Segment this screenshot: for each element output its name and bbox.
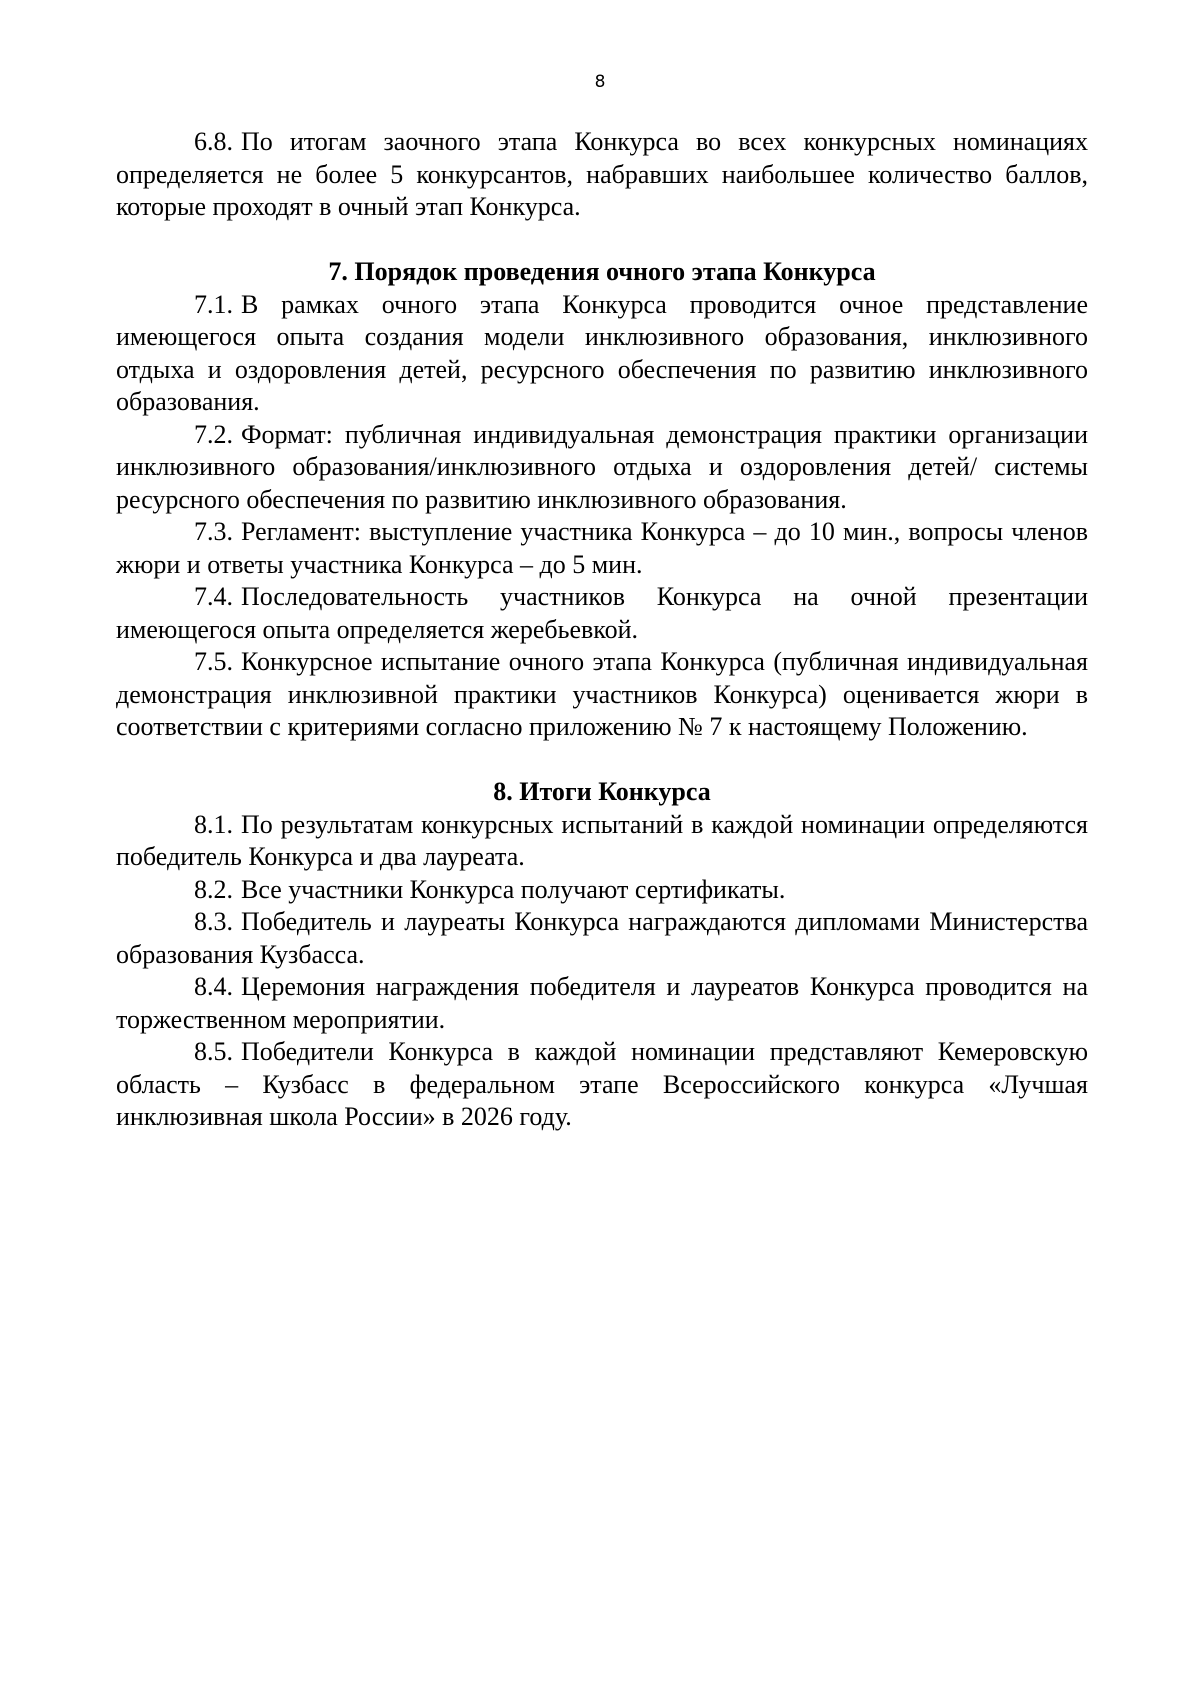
paragraph-number: 8.2. (194, 874, 233, 904)
paragraph-number: 8.1. (194, 809, 233, 839)
document-body (116, 126, 1088, 1134)
paragraph-number: 7.1. (194, 289, 233, 319)
paragraph-text: В рамках очного этапа Конкурса проводится очное представление имеющегося опыта создания модели инклюзивного образования, инклюзивного отдыха и оздоровления детей, ресурсного обеспечения по развитию инклюзивного образования. (116, 289, 1088, 416)
spacer (116, 224, 1088, 257)
section-8-heading: 8. Итоги Конкурса (493, 777, 711, 806)
paragraph-number: 8.5. (194, 1037, 233, 1066)
paragraph-6-8 (116, 126, 1088, 224)
paragraph-7-1 (116, 289, 1088, 419)
paragraph-text: По результатам конкурсных испытаний в каждой номинации определяются победитель Конкурса и два лауреата. (116, 809, 1088, 871)
page-number: 8 (594, 72, 606, 92)
paragraph-number: 8.3. (194, 907, 233, 936)
paragraph-8-3 (116, 906, 1088, 971)
paragraph-number: 8.4. (194, 972, 233, 1001)
paragraph-text: Победители Конкурса в каждой номинации представляют Кемеровскую область – Кузбасс в федеральном этапе Всероссийского конкурса «Лучшая инклюзивная школа России» в 2026 году. (116, 1037, 1088, 1131)
paragraph-8-1 (116, 809, 1088, 874)
paragraph-8-5 (116, 1036, 1088, 1134)
spacer (116, 744, 1088, 777)
paragraph-number: 7.5. (194, 647, 233, 676)
paragraph-7-2 (116, 419, 1088, 517)
paragraph-8-2 (116, 874, 1088, 907)
paragraph-number: 7.3. (194, 517, 233, 546)
paragraph-number: 6.8. (194, 127, 233, 156)
paragraph-text: Все участники Конкурса получают сертификаты. (241, 874, 786, 904)
paragraph-7-4 (116, 581, 1088, 646)
paragraph-number: 7.4. (194, 582, 233, 611)
paragraph-text: Последовательность участников Конкурса на очной презентации имеющегося опыта определяется жеребьевкой. (116, 582, 1088, 644)
paragraph-7-3 (116, 516, 1088, 581)
paragraph-text: Победитель и лауреаты Конкурса награждаются дипломами Министерства образования Кузбасса. (116, 907, 1088, 969)
paragraph-text: Формат: публичная индивидуальная демонстрация практики организации инклюзивного образования/инклюзивного отдыха и оздоровления детей/ системы ресурсного обеспечения по развитию инклюзивного образования. (116, 419, 1088, 514)
section-7-heading: 7. Порядок проведения очного этапа Конкурса (328, 257, 876, 286)
paragraph-number: 7.2. (194, 419, 233, 449)
paragraph-8-4 (116, 971, 1088, 1036)
paragraph-text: Конкурсное испытание очного этапа Конкурса (публичная индивидуальная демонстрация инклюзивной практики участников Конкурса) оценивается жюри в соответствии с критериями согласно приложению № 7 к настоящему Положению. (116, 647, 1088, 741)
paragraph-text: Церемония награждения победителя и лауреатов Конкурса проводится на торжественном мероприятии. (116, 972, 1088, 1034)
paragraph-text: Регламент: выступление участника Конкурса – до 10 мин., вопросы членов жюри и ответы участника Конкурса – до 5 мин. (116, 517, 1088, 579)
paragraph-text: По итогам заочного этапа Конкурса во всех конкурсных номинациях определяется не более 5 конкурсантов, набравших наибольшее количество баллов, которые проходят в очный этап Конкурса. (116, 127, 1088, 221)
paragraph-7-5 (116, 646, 1088, 744)
